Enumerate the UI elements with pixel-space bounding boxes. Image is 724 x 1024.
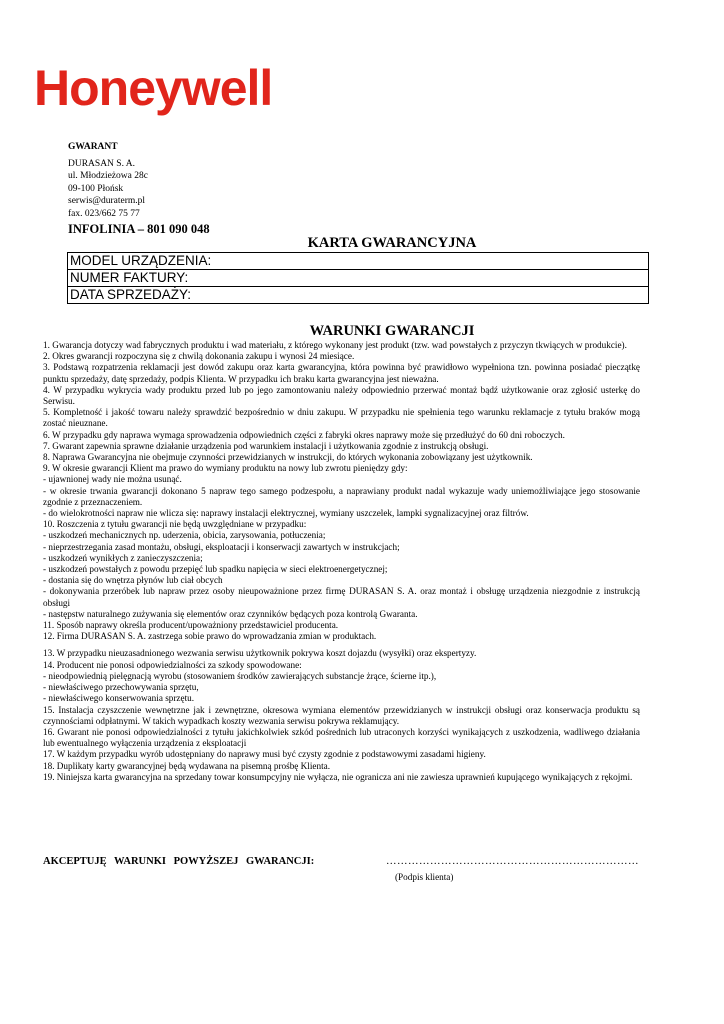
terms-line: - niewłaściwego przechowywania sprzętu, <box>43 682 199 693</box>
terms-title: WARUNKI GWARANCJI <box>309 323 475 339</box>
terms-line: 11. Sposób naprawy określa producent/upoważniony przedstawiciel producenta. <box>43 620 339 631</box>
terms-line: 12. Firma DURASAN S. A. zastrzega sobie prawo do wprowadzania zmian w produktach. <box>43 631 377 642</box>
terms-line: - niewłaściwego konserwowania sprzętu. <box>43 693 195 704</box>
guarantor-city: 09-100 Płońsk <box>68 183 124 194</box>
terms-line: - dostania się do wnętrza płynów lub ciał obcych <box>43 575 223 586</box>
guarantor-company: DURASAN S. A. <box>68 158 136 169</box>
terms-line: 9. W okresie gwarancji Klient ma prawo do wymiany produktu na nowy lub zwrotu pieniędzy gdy: <box>43 463 408 474</box>
terms-line: 13. W przypadku nieuzasadnionego wezwania serwisu użytkownik pokrywa koszt dojazdu (wysyłki) oraz ekspertyzy. <box>43 648 477 659</box>
terms-line: 2. Okres gwarancji rozpoczyna się z chwilą dokonania zakupu i wynosi 24 miesiące. <box>43 351 355 362</box>
terms-line: 19. Niniejsza karta gwarancyjna na sprzedany towar konsumpcyjny nie wyłącza, nie ogranicza ani nie zawiesza uprawnień kupującego wynikających z rękojmi. <box>43 771 633 782</box>
terms-line: 10. Roszczenia z tytułu gwarancji nie będą uwzględniane w przypadku: <box>43 519 307 530</box>
accept-label: AKCEPTUJĘ WARUNKI POWYŻSZEJ GWARANCJI: <box>43 856 315 867</box>
guarantor-title: GWARANT <box>68 142 118 152</box>
terms-line: 14. Producent nie ponosi odpowiedzialności za szkody spowodowane: <box>43 659 302 670</box>
terms-line: - uszkodzeń wynikłych z zanieczyszczenia; <box>43 552 203 563</box>
signature-label: (Podpis klienta) <box>395 872 454 882</box>
terms-line: 8. Naprawa Gwarancyjna nie obejmuje czynności przewidzianych w instrukcji, do których wykonania zobowiązany jest użytkownik. <box>43 452 533 463</box>
signature-line: …………………………………………………………… <box>386 856 639 867</box>
field-invoice-number: NUMER FAKTURY: <box>68 270 648 287</box>
terms-line: 1. Gwarancja dotyczy wad fabrycznych produktu i wad materiału, z którego wykonany jest produkt (tzw. wad powstałych z przyczyn tkwiących w produkcie). <box>43 340 627 350</box>
terms-line: 5. Kompletność i jakość towaru należy sprawdzić bezpośrednio w dniu zakupu. W przypadku nie spełnienia tego warunku reklamacje z tytułu braków mogą zostać nieuznane. <box>43 407 640 429</box>
terms-line: - ujawnionej wady nie można usunąć. <box>43 474 182 485</box>
terms-line: - dokonywania przeróbek lub napraw przez osoby nieupoważnione przez firmę DURASAN S. A. oraz montaż i obsługę urządzenia niezgodnie z instrukcją obsługi <box>43 586 640 608</box>
terms-line: - następstw naturalnego zużywania się elementów oraz czynników będących poza kontrolą Gwaranta. <box>43 608 418 619</box>
terms-line: - uszkodzeń mechanicznych np. uderzenia, obicia, zarysowania, potłuczenia; <box>43 530 326 541</box>
card-fields-table <box>67 252 649 304</box>
guarantor-fax: fax. 023/662 75 77 <box>68 208 140 219</box>
guarantor-email: serwis@duraterm.pl <box>68 196 146 207</box>
terms-line: 16. Gwarant nie ponosi odpowiedzialności z tytułu jakichkolwiek szkód pośrednich lub utraconych korzyści wynikających z uszkodzenia, wadliwego działania lub ewentualnego wyłączenia urządzenia z eksploatacji <box>43 726 640 749</box>
terms-line: 18. Duplikaty karty gwarancyjnej będą wydawana na pisemną prośbę Klienta. <box>43 760 331 771</box>
terms-line: - nieprzestrzegania zasad montażu, obsługi, eksploatacji i konserwacji zawartych w instrukcjach; <box>43 541 400 552</box>
terms-line: - w okresie trwania gwarancji dokonano 5 napraw tego samego podzespołu, a naprawiany produkt nadal wykazuje wady uniemożliwiające jego stosowanie zgodnie z przeznaczeniem. <box>43 485 640 507</box>
guarantor-hotline: INFOLINIA – 801 090 048 <box>68 221 210 236</box>
terms-line: 4. W przypadku wykrycia wady produktu przed lub po jego zamontowaniu należy odpowiednio przerwać montaż bądź użytkowanie oraz zgłosić usterkę do Serwisu. <box>43 384 640 407</box>
terms-line: - nieodpowiednią pielęgnacją wyrobu (stosowaniem środków zawierających substancje żrące, ścierne itp.), <box>43 670 437 681</box>
card-title: KARTA GWARANCYJNA <box>307 235 477 251</box>
guarantor-street: ul. Młodzieżowa 28c <box>68 171 148 182</box>
terms-line: 6. W przypadku gdy naprawa wymaga sprowadzenia odpowiednich części z fabryki okres naprawy może się przedłużyć do 60 dni roboczych. <box>43 429 565 440</box>
terms-line: 17. W każdym przypadku wyrób udostępniany do naprawy musi być czysty zgodnie z podstawowymi zasadami higieny. <box>43 749 486 760</box>
terms-list <box>43 340 640 783</box>
terms-line: - do wielokrotności napraw nie wlicza się: naprawy instalacji elektrycznej, wymiany uszczelek, lampki sygnalizacyjnej oraz filtrów. <box>43 508 529 519</box>
terms-line: 3. Podstawą rozpatrzenia reklamacji jest dowód zakupu oraz karta gwarancyjna, która powinna być prawidłowo wypełniona tzn. powinna posiadać pieczątkę punktu sprzedaży, datę sprzedaży, podpis Klienta. W przypadku ich braku karta gwarancyjna jest nieważna. <box>43 362 640 384</box>
honeywell-logo: Honeywell <box>34 60 273 116</box>
field-sale-date: DATA SPRZEDAŻY: <box>70 287 192 302</box>
terms-line: 15. Instalacja czyszczenie wewnętrzne jak i zewnętrzne, okresowa wymiana elementów przewidzianych w instrukcji obsługi oraz konserwacja produktu są czynnościami odpłatnymi. W takich wypadkach koszty wezwania serwisu pokrywa reklamujący. <box>43 704 640 726</box>
guarantor-block <box>68 141 210 237</box>
field-model: MODEL URZĄDZENIA: <box>68 253 648 270</box>
terms-line: 7. Gwarant zapewnia sprawne działanie urządzenia pod warunkiem instalacji i użytkowania zgodnie z instrukcją obsługi. <box>43 440 489 451</box>
terms-line: - uszkodzeń powstałych z powodu przepięć lub spadku napięcia w sieci elektroenergetycznej; <box>43 564 388 575</box>
